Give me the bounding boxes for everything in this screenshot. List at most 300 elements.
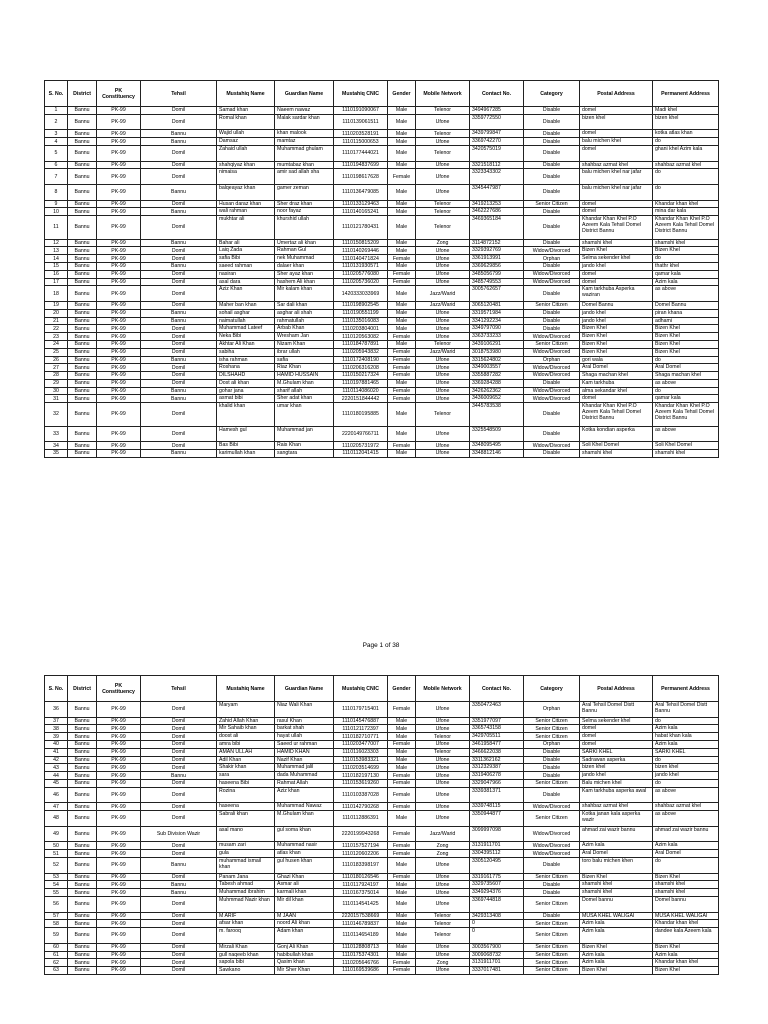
cell-permanent-address: shamshi khel [653, 889, 719, 897]
cell-s-no: 50 [45, 842, 68, 850]
cell-gender: Female [388, 356, 416, 364]
cell-gender: Female [388, 395, 416, 403]
cell-pk-constituency: PK-99 [97, 364, 141, 372]
cell-mobile-network: Telenor [416, 216, 470, 239]
cell-district: Bannu [68, 301, 97, 309]
cell-pk-constituency: PK-99 [97, 779, 141, 787]
cell-contact-no: 3369742270 [470, 138, 524, 146]
cell-district: Bannu [68, 772, 97, 780]
cell-s-no: 55 [45, 889, 68, 897]
cell-s-no: 10 [45, 208, 68, 216]
cell-postal-address: Soli Khel Domel [580, 442, 653, 450]
cell-contact-no: 3341292234 [470, 317, 524, 325]
cell-pk-constituency: PK-99 [97, 317, 141, 325]
cell-permanent-address: MUSA KHEL WALIGAI [653, 912, 719, 920]
cell-district: Bannu [68, 733, 97, 741]
cell-district: Bannu [68, 943, 97, 951]
cell-guardian-name: Nazif Khan [275, 756, 334, 764]
cell-mustahiq-name: mukhtar ali [217, 216, 275, 239]
cell-permanent-address: mina dar kala [653, 208, 719, 216]
cell-gender: Male [388, 450, 416, 458]
cell-contact-no: 3348095495 [470, 442, 524, 450]
cell-s-no: 54 [45, 881, 68, 889]
cell-gender: Male [388, 340, 416, 348]
cell-category: Disable [524, 325, 580, 333]
cell-category: Disable [524, 450, 580, 458]
cell-category: Widow/Divorced [524, 270, 580, 278]
cell-gender: Male [388, 317, 416, 325]
cell-mustahiq-cnic: 1110183398197 [334, 857, 388, 873]
cell-pk-constituency: PK-99 [97, 912, 141, 920]
cell-gender: Male [388, 403, 416, 426]
cell-mobile-network: Ufone [416, 169, 470, 185]
cell-tehsil: Domil [141, 740, 217, 748]
cell-gender: Female [388, 364, 416, 372]
header-tehsil: Tehsil [141, 676, 217, 702]
cell-mobile-network: Ufone [416, 787, 470, 803]
cell-permanent-address: shahbaz azmat khel [653, 803, 719, 811]
cell-mobile-network: Zong [416, 842, 470, 850]
cell-postal-address: domel [580, 395, 653, 403]
cell-mustahiq-cnic: 1110203477007 [334, 740, 388, 748]
cell-guardian-name: mumtabaz khan [275, 161, 334, 169]
cell-pk-constituency: PK-99 [97, 920, 141, 928]
cell-s-no: 1 [45, 107, 68, 115]
cell-mobile-network: Ufone [416, 309, 470, 317]
cell-district: Bannu [68, 450, 97, 458]
cell-mobile-network: Ufone [416, 161, 470, 169]
cell-contact-no: 3114872152 [470, 239, 524, 247]
cell-mustahiq-cnic: 1110150217324 [334, 372, 388, 380]
cell-category: Disable [524, 114, 580, 130]
cell-postal-address: toro balu michen khen [580, 857, 653, 873]
cell-s-no: 28 [45, 372, 68, 380]
cell-permanent-address: Bizen Khel [653, 333, 719, 341]
cell-district: Bannu [68, 740, 97, 748]
cell-contact-no: 3350944877 [470, 811, 524, 827]
cell-gender: Male [388, 301, 416, 309]
cell-gender: Male [388, 748, 416, 756]
cell-guardian-name: Ghazi Khan [275, 873, 334, 881]
cell-mobile-network: Ufone [416, 372, 470, 380]
cell-mustahiq-cnic: 1110205776080 [334, 270, 388, 278]
cell-contact-no: 3349294376 [470, 889, 524, 897]
table-row [45, 340, 719, 348]
cell-mustahiq-name: Husan daraz khan [217, 200, 275, 208]
cell-pk-constituency: PK-99 [97, 325, 141, 333]
cell-permanent-address: shamshi khel [653, 450, 719, 458]
cell-category: Widow/Divorced [524, 850, 580, 858]
cell-mustahiq-name: sara [217, 772, 275, 780]
cell-pk-constituency: PK-99 [97, 208, 141, 216]
header-mustahiq-name: Mustahiq Name [217, 81, 275, 107]
cell-postal-address: domel [580, 270, 653, 278]
table-row [45, 725, 719, 733]
table-row [45, 364, 719, 372]
cell-permanent-address: qamar kala [653, 270, 719, 278]
cell-postal-address: Azim kala [580, 951, 653, 959]
cell-postal-address: domel [580, 740, 653, 748]
cell-tehsil: Domil [141, 270, 217, 278]
cell-pk-constituency: PK-99 [97, 184, 141, 200]
cell-contact-no: 3305120495 [470, 857, 524, 873]
cell-tehsil: Domil [141, 811, 217, 827]
cell-pk-constituency: PK-99 [97, 247, 141, 255]
cell-gender: Female [388, 348, 416, 356]
cell-category: Disable [524, 748, 580, 756]
table-row [45, 262, 719, 270]
cell-mustahiq-name: Maher ban khan [217, 301, 275, 309]
cell-permanent-address: kotka atlas khan [653, 130, 719, 138]
cell-district: Bannu [68, 912, 97, 920]
cell-mustahiq-name: Samad khan [217, 107, 275, 115]
cell-guardian-name: sangtara [275, 450, 334, 458]
table-row [45, 803, 719, 811]
cell-gender: Male [388, 138, 416, 146]
header-mustahiq-name: Mustahiq Name [217, 676, 275, 702]
table-row [45, 356, 719, 364]
cell-category: Disable [524, 239, 580, 247]
cell-mobile-network: Telenor [416, 403, 470, 426]
cell-district: Bannu [68, 803, 97, 811]
cell-postal-address: Aral Domel [580, 364, 653, 372]
cell-pk-constituency: PK-99 [97, 740, 141, 748]
cell-contact-no: 3131911701 [470, 842, 524, 850]
cell-postal-address: Bizen Khel [580, 873, 653, 881]
cell-contact-no: 3339381371 [470, 787, 524, 803]
cell-mobile-network: Ufone [416, 247, 470, 255]
cell-permanent-address: shamshi khel [653, 239, 719, 247]
cell-gender: Male [388, 811, 416, 827]
cell-permanent-address: do [653, 756, 719, 764]
cell-mobile-network: Ufone [416, 356, 470, 364]
cell-mobile-network: Ufone [416, 725, 470, 733]
table-row [45, 309, 719, 317]
cell-s-no: 21 [45, 317, 68, 325]
cell-postal-address: Aral Domel [580, 850, 653, 858]
cell-permanent-address: as above [653, 426, 719, 442]
cell-guardian-name: hayat ullah [275, 733, 334, 741]
cell-guardian-name: mamtaz [275, 138, 334, 146]
cell-pk-constituency: PK-99 [97, 803, 141, 811]
cell-s-no: 53 [45, 873, 68, 881]
header-tehsil: Tehsil [141, 81, 217, 107]
cell-s-no: 51 [45, 850, 68, 858]
table-row [45, 184, 719, 200]
cell-s-no: 15 [45, 262, 68, 270]
cell-contact-no: 3065120481 [470, 301, 524, 309]
cell-mustahiq-cnic: 1110112886391 [334, 811, 388, 827]
cell-pk-constituency: PK-99 [97, 395, 141, 403]
header-pk-constituency: PK Constituency [97, 676, 141, 702]
cell-mustahiq-cnic: 1110120563082 [334, 333, 388, 341]
cell-category: Disable [524, 403, 580, 426]
cell-pk-constituency: PK-99 [97, 826, 141, 842]
cell-tehsil: Domil [141, 959, 217, 967]
header-s-no: S. No. [45, 81, 68, 107]
cell-contact-no: 3462227686 [470, 208, 524, 216]
cell-contact-no: 3436009652 [470, 395, 524, 403]
cell-s-no: 39 [45, 733, 68, 741]
cell-mobile-network: Jazz/Warid [416, 826, 470, 842]
cell-gender: Male [388, 262, 416, 270]
cell-pk-constituency: PK-99 [97, 811, 141, 827]
cell-contact-no: 3018753980 [470, 348, 524, 356]
cell-mustahiq-cnic: 1110121780431 [334, 216, 388, 239]
cell-guardian-name: rahmatullah [275, 317, 334, 325]
cell-pk-constituency: PK-99 [97, 278, 141, 286]
cell-contact-no: 3361913991 [470, 255, 524, 263]
cell-s-no: 3 [45, 130, 68, 138]
table-row [45, 756, 719, 764]
cell-category: Widow/Divorced [524, 333, 580, 341]
cell-guardian-name: Wresham Jan [275, 333, 334, 341]
cell-category: Senior Citizen [524, 920, 580, 928]
cell-postal-address: Domel bannu [580, 896, 653, 912]
cell-pk-constituency: PK-99 [97, 333, 141, 341]
cell-gender: Male [388, 130, 416, 138]
cell-contact-no: 3319161775 [470, 873, 524, 881]
cell-mustahiq-cnic: 1110198617628 [334, 169, 388, 185]
cell-permanent-address: Khandar khan khel [653, 920, 719, 928]
cell-mobile-network: Ufone [416, 426, 470, 442]
cell-s-no: 4 [45, 138, 68, 146]
cell-permanent-address: Azim kala [653, 842, 719, 850]
cell-district: Bannu [68, 881, 97, 889]
cell-district: Bannu [68, 702, 97, 718]
cell-contact-no: 3359772550 [470, 114, 524, 130]
cell-mobile-network: Ufone [416, 262, 470, 270]
cell-s-no: 42 [45, 756, 68, 764]
cell-district: Bannu [68, 442, 97, 450]
cell-mustahiq-name: Muhammad ibrahim [217, 889, 275, 897]
cell-guardian-name: Qasim khan [275, 959, 334, 967]
cell-contact-no: 3461958477 [470, 740, 524, 748]
cell-district: Bannu [68, 842, 97, 850]
cell-contact-no: 3466622038 [470, 748, 524, 756]
cell-pk-constituency: PK-99 [97, 130, 141, 138]
cell-district: Bannu [68, 387, 97, 395]
cell-contact-no: 3099997098 [470, 826, 524, 842]
cell-gender: Female [388, 702, 416, 718]
cell-mustahiq-cnic: 1110112041415 [334, 450, 388, 458]
header-category: Category [524, 81, 580, 107]
cell-pk-constituency: PK-99 [97, 967, 141, 975]
cell-district: Bannu [68, 169, 97, 185]
cell-tehsil: Domil [141, 255, 217, 263]
cell-tehsil: Domil [141, 426, 217, 442]
table-row [45, 702, 719, 718]
mustahiq-table-page-1 [44, 80, 719, 458]
cell-contact-no: 3325548509 [470, 426, 524, 442]
cell-mustahiq-cnic: 1110121172397 [334, 725, 388, 733]
cell-pk-constituency: PK-99 [97, 943, 141, 951]
page-1 [44, 80, 718, 649]
cell-guardian-name: Umertaz ali khan [275, 239, 334, 247]
cell-mustahiq-name: asmat bibi [217, 395, 275, 403]
cell-mustahiq-name: sohail asghar [217, 309, 275, 317]
cell-mobile-network: Ufone [416, 772, 470, 780]
cell-pk-constituency: PK-99 [97, 145, 141, 161]
cell-tehsil: Domil [141, 403, 217, 426]
cell-pk-constituency: PK-99 [97, 787, 141, 803]
cell-tehsil: Bannu [141, 184, 217, 200]
cell-mobile-network: Ufone [416, 138, 470, 146]
cell-guardian-name: Muhammad jan [275, 426, 334, 442]
cell-mustahiq-cnic: 1110128808713 [334, 943, 388, 951]
cell-s-no: 46 [45, 787, 68, 803]
cell-permanent-address: bizen khel [653, 114, 719, 130]
cell-mobile-network: Ufone [416, 270, 470, 278]
cell-mustahiq-cnic: 1110145476887 [334, 717, 388, 725]
cell-contact-no: 3445783538 [470, 403, 524, 426]
table-row [45, 779, 719, 787]
cell-s-no: 43 [45, 764, 68, 772]
cell-postal-address: Kotka janan kala asperka wazir [580, 811, 653, 827]
cell-category: Widow/Divorced [524, 842, 580, 850]
cell-category: Senior Citizen [524, 959, 580, 967]
cell-mobile-network: Ufone [416, 395, 470, 403]
cell-mustahiq-name: afsar khan [217, 920, 275, 928]
cell-permanent-address: jando khel [653, 772, 719, 780]
cell-permanent-address: Azim kala [653, 951, 719, 959]
cell-s-no: 52 [45, 857, 68, 873]
cell-mustahiq-cnic: 1110116023303 [334, 748, 388, 756]
cell-tehsil: Domil [141, 779, 217, 787]
cell-tehsil: Bannu [141, 356, 217, 364]
cell-mustahiq-name: Mir Sahaib khan [217, 725, 275, 733]
cell-pk-constituency: PK-99 [97, 881, 141, 889]
cell-tehsil: Domil [141, 733, 217, 741]
cell-mustahiq-cnic: 1110167375014 [334, 889, 388, 897]
cell-s-no: 32 [45, 403, 68, 426]
cell-mustahiq-name: nasiran [217, 270, 275, 278]
cell-mustahiq-cnic: 1110140471824 [334, 255, 388, 263]
cell-postal-address: Azim kala [580, 920, 653, 928]
cell-tehsil: Domil [141, 348, 217, 356]
cell-district: Bannu [68, 340, 97, 348]
cell-tehsil: Domil [141, 912, 217, 920]
table-row [45, 951, 719, 959]
cell-category: Disable [524, 286, 580, 302]
cell-mobile-network: Telenor [416, 748, 470, 756]
cell-mustahiq-name: Romal khan [217, 114, 275, 130]
cell-permanent-address: Khandar Khan Khel P.O Azeem Kala Tehsil Domel District Bannu [653, 216, 719, 239]
cell-tehsil: Domil [141, 873, 217, 881]
cell-s-no: 44 [45, 772, 68, 780]
cell-district: Bannu [68, 325, 97, 333]
cell-mustahiq-name: Bas Bibi [217, 442, 275, 450]
cell-permanent-address: Domel Bannu [653, 301, 719, 309]
table-row [45, 850, 719, 858]
cell-mustahiq-cnic: 1110140269446 [334, 247, 388, 255]
cell-tehsil: Domil [141, 702, 217, 718]
cell-postal-address: domel [580, 107, 653, 115]
cell-tehsil: Domil [141, 842, 217, 850]
cell-gender: Male [388, 161, 416, 169]
cell-contact-no: 3329047966 [470, 779, 524, 787]
cell-district: Bannu [68, 372, 97, 380]
cell-mustahiq-cnic: 1110203804001 [334, 325, 388, 333]
table-row [45, 278, 719, 286]
cell-tehsil: Bannu [141, 317, 217, 325]
cell-guardian-name: karmali khan [275, 889, 334, 897]
cell-postal-address: Aral Tehsil Domel Distt Bannu [580, 702, 653, 718]
cell-mobile-network: Ufone [416, 889, 470, 897]
cell-category: Disable [524, 130, 580, 138]
table-row [45, 130, 719, 138]
cell-s-no: 38 [45, 725, 68, 733]
cell-permanent-address: Khandar Khan Khel P.O Azeem Kala Tehsil Domel District Bannu [653, 403, 719, 426]
table-row [45, 216, 719, 239]
cell-s-no: 16 [45, 270, 68, 278]
cell-mobile-network: Ufone [416, 756, 470, 764]
cell-category: Widow/Divorced [524, 803, 580, 811]
cell-mobile-network: Telenor [416, 340, 470, 348]
cell-s-no: 24 [45, 340, 68, 348]
cell-mustahiq-name: wali rahman [217, 208, 275, 216]
cell-tehsil: Domil [141, 967, 217, 975]
cell-contact-no: 3337017481 [470, 967, 524, 975]
cell-district: Bannu [68, 255, 97, 263]
cell-mobile-network: Ufone [416, 317, 470, 325]
cell-contact-no: 3351977097 [470, 717, 524, 725]
cell-mobile-network: Ufone [416, 379, 470, 387]
cell-tehsil: Domil [141, 717, 217, 725]
cell-category: Senior Citizen [524, 896, 580, 912]
cell-guardian-name: Asmar ali [275, 881, 334, 889]
cell-pk-constituency: PK-99 [97, 161, 141, 169]
cell-s-no: 26 [45, 356, 68, 364]
cell-mustahiq-name: Sawkano [217, 967, 275, 975]
cell-district: Bannu [68, 208, 97, 216]
cell-district: Bannu [68, 356, 97, 364]
table-row [45, 928, 719, 944]
cell-mobile-network: Ufone [416, 387, 470, 395]
cell-tehsil: Domil [141, 216, 217, 239]
cell-mustahiq-cnic: 2220149766711 [334, 426, 388, 442]
cell-gender: Male [388, 733, 416, 741]
cell-postal-address: Sadrawan asperka [580, 756, 653, 764]
cell-contact-no: 3009068732 [470, 951, 524, 959]
cell-contact-no: 3349003557 [470, 364, 524, 372]
cell-pk-constituency: PK-99 [97, 764, 141, 772]
cell-contact-no: 3003567900 [470, 943, 524, 951]
cell-category: Disable [524, 379, 580, 387]
cell-tehsil: Domil [141, 286, 217, 302]
cell-tehsil: Domil [141, 756, 217, 764]
cell-gender: Male [388, 920, 416, 928]
cell-pk-constituency: PK-99 [97, 857, 141, 873]
table-row [45, 842, 719, 850]
cell-category: Widow/Divorced [524, 278, 580, 286]
cell-category: Widow/Divorced [524, 395, 580, 403]
cell-postal-address: shamshi khel [580, 450, 653, 458]
cell-mustahiq-name: khalid khan [217, 403, 275, 426]
cell-gender: Male [388, 426, 416, 442]
cell-permanent-address: Bizen Khel [653, 325, 719, 333]
cell-guardian-name: umar khan [275, 403, 334, 426]
cell-contact-no: 3348812146 [470, 450, 524, 458]
cell-mustahiq-name: karimullah khan [217, 450, 275, 458]
cell-mustahiq-cnic: 2220157538669 [334, 912, 388, 920]
cell-mustahiq-name: asal dara [217, 278, 275, 286]
cell-category: Disable [524, 787, 580, 803]
cell-district: Bannu [68, 286, 97, 302]
cell-s-no: 13 [45, 247, 68, 255]
cell-contact-no: 3311362162 [470, 756, 524, 764]
header-mustahiq-cnic: Mustahiq CNIC [334, 676, 388, 702]
